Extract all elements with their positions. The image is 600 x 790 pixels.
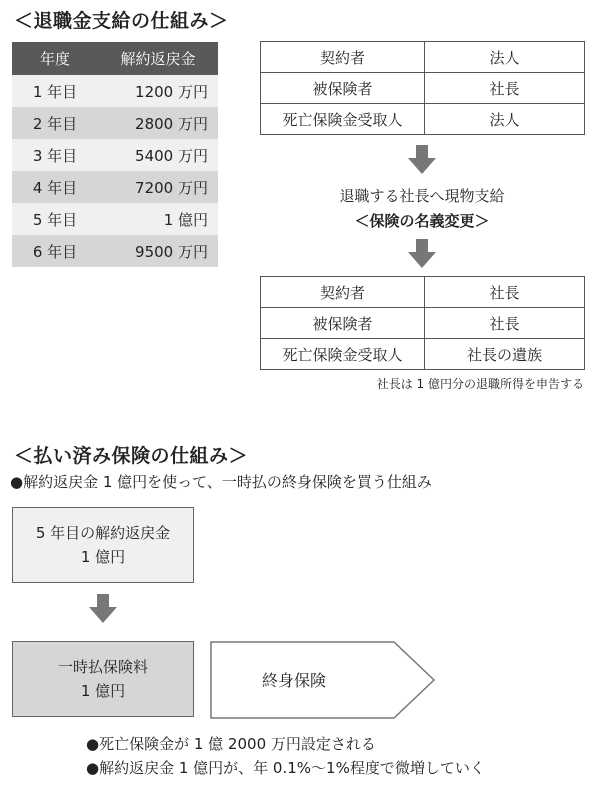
year-cell: 2 年目: [32, 114, 78, 133]
table-row: [261, 42, 585, 73]
surrender-value-box: [12, 507, 194, 583]
year-cell: 5 年目: [32, 210, 78, 229]
contract-key-cell: 死亡保険金受取人: [261, 104, 425, 135]
value-cell: 2800 万円: [135, 114, 208, 133]
section1-title: ＜退職金支給の仕組み＞: [14, 10, 229, 32]
header-year: 年度: [39, 50, 70, 68]
down-arrow-icon: [407, 145, 437, 175]
transfer-description: 退職する社長へ現物支給: [339, 187, 505, 205]
value-cell: 7200 万円: [135, 178, 208, 197]
table-row: [12, 139, 218, 171]
header-surrender-value: 解約返戻金: [120, 50, 196, 68]
table-row: [12, 171, 218, 203]
contract-key-cell: 被保険者: [261, 73, 425, 104]
table-header-row: [12, 42, 218, 75]
contract-key-cell: 被保険者: [261, 308, 425, 339]
contract-value-cell: 法人: [425, 42, 585, 73]
year-cell: 4 年目: [32, 178, 78, 197]
box-line: 1 億円: [80, 682, 126, 700]
contract-key-cell: 契約者: [261, 42, 425, 73]
year-cell: 3 年目: [32, 146, 78, 165]
table-row: [261, 277, 585, 308]
value-cell: 1200 万円: [135, 82, 208, 101]
contract-value-cell: 社長: [425, 277, 585, 308]
table-row: [261, 339, 585, 370]
table-row: [261, 73, 585, 104]
table-row: [12, 235, 218, 267]
contract-value-cell: 社長: [425, 308, 585, 339]
box-line: 一時払保険料: [57, 658, 148, 676]
bullet-item: ●死亡保険金が 1 億 2000 万円設定される: [86, 735, 376, 753]
contract-table-after: [260, 276, 585, 370]
tax-note: 社長は 1 億円分の退職所得を申告する: [376, 377, 584, 391]
name-change-label: ＜保険の名義変更＞: [354, 212, 490, 230]
single-premium-box: [12, 641, 194, 717]
value-cell: 9500 万円: [135, 242, 208, 261]
down-arrow-icon: [88, 594, 118, 624]
contract-key-cell: 死亡保険金受取人: [261, 339, 425, 370]
contract-table-before: [260, 41, 585, 135]
table-row: [261, 104, 585, 135]
value-cell: 5400 万円: [135, 146, 208, 165]
table-row: [261, 308, 585, 339]
section2-title: ＜払い済み保険の仕組み＞: [14, 445, 249, 467]
contract-value-cell: 法人: [425, 104, 585, 135]
box-line: 1 億円: [80, 548, 126, 566]
year-cell: 6 年目: [32, 242, 78, 261]
contract-value-cell: 社長: [425, 73, 585, 104]
table-row: [12, 75, 218, 107]
value-cell: 1 億円: [163, 210, 208, 229]
box-line: 5 年目の解約返戻金: [35, 524, 171, 542]
bullet-item: ●解約返戻金 1 億円が、年 0.1%～1%程度で微増していく: [86, 759, 485, 777]
table-row: [12, 107, 218, 139]
contract-key-cell: 契約者: [261, 277, 425, 308]
contract-value-cell: 社長の遺族: [425, 339, 585, 370]
section2-subtitle: ●解約返戻金 1 億円を使って、一時払の終身保険を買う仕組み: [10, 473, 432, 491]
surrender-value-table: [12, 42, 218, 267]
down-arrow-icon: [407, 239, 437, 269]
year-cell: 1 年目: [32, 82, 78, 101]
table-row: [12, 203, 218, 235]
whole-life-label: 終身保険: [262, 671, 327, 690]
